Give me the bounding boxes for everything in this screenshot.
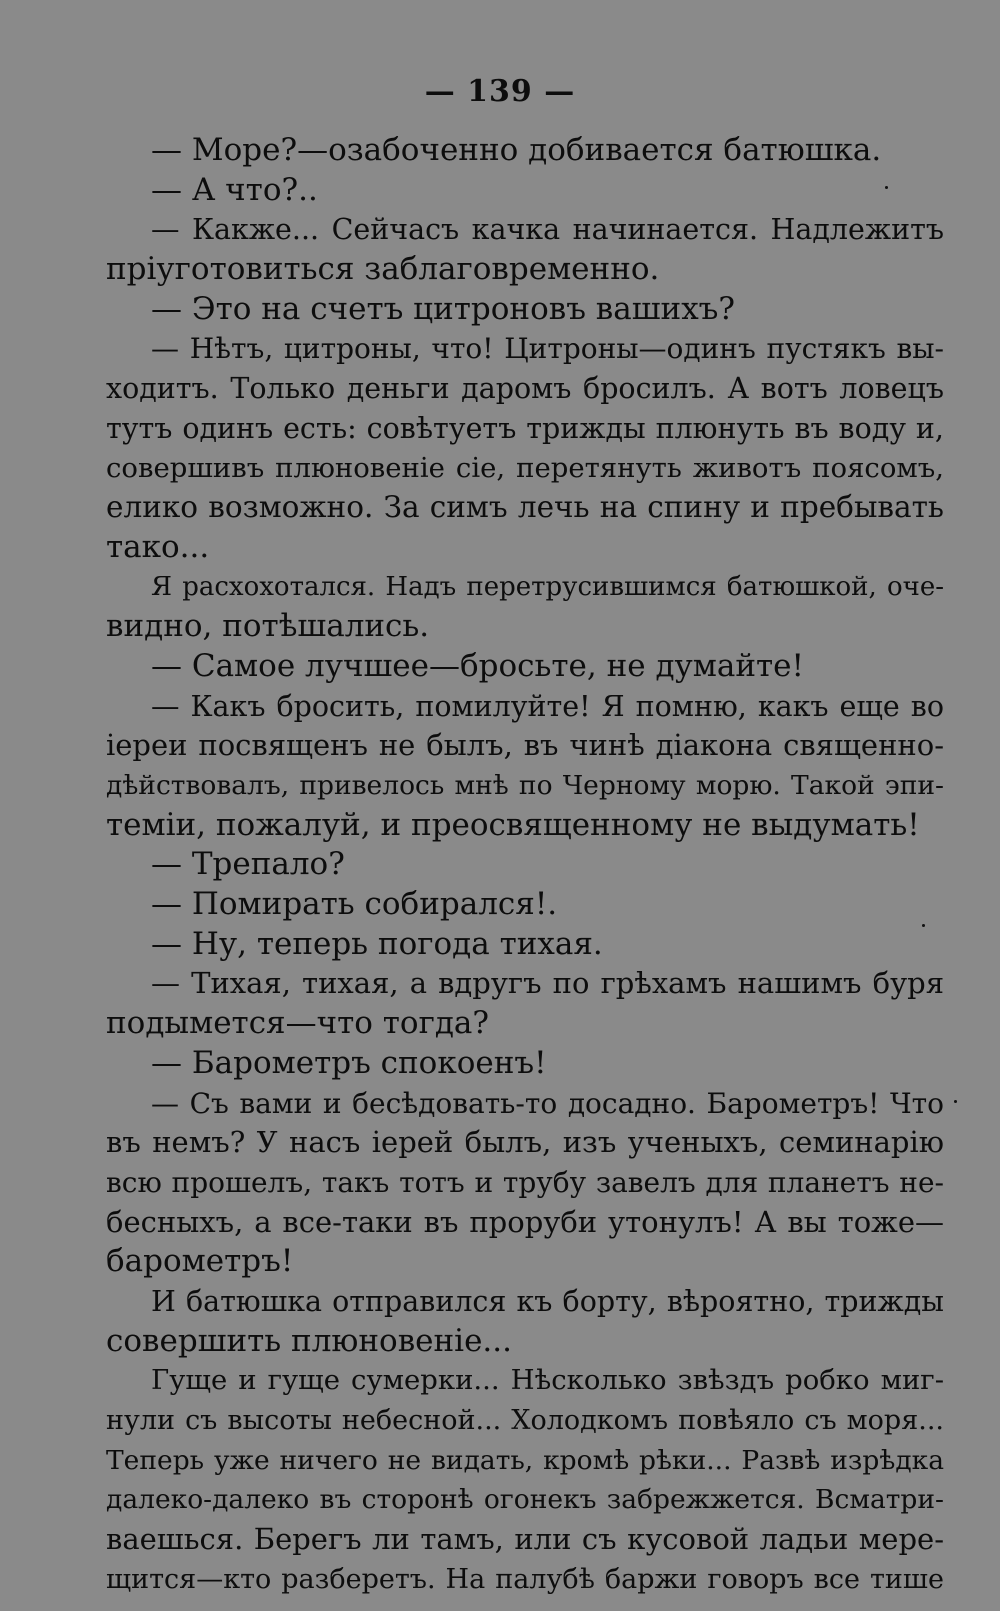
- text-line: бесныхъ, а все-таки въ проруби утонулъ! А вы тоже—: [106, 1204, 944, 1239]
- text-line: щится—кто разберетъ. На палубѣ баржи говоръ все тише: [106, 1563, 944, 1595]
- text-line: — Ну, теперь погода тихая.: [151, 925, 603, 962]
- text-line: теміи, пожалуй, и преосвященному не выдумать!: [106, 806, 920, 843]
- text-line: — Съ вами и бесѣдовать-то досадно. Барометръ! Что: [151, 1086, 944, 1120]
- text-line: дѣйствовалъ, привелось мнѣ по Черному морю. Такой эпи-: [106, 770, 944, 801]
- text-line: — Барометръ спокоенъ!: [151, 1044, 547, 1081]
- text-line: — Это на счетъ цитроновъ вашихъ?: [151, 290, 736, 327]
- text-line: — Тихая, тихая, а вдругъ по грѣхамъ нашимъ буря: [151, 966, 944, 1001]
- text-line: далеко-далеко въ сторонѣ огонекъ забрежжется. Всматри-: [106, 1484, 944, 1516]
- text-line: совершивъ плюновеніе сіе, перетянуть животъ поясомъ,: [106, 451, 944, 484]
- text-line: тако...: [106, 528, 210, 565]
- text-line: подымется—что тогда?: [106, 1005, 490, 1042]
- text-line: — Помирать собирался!.: [151, 886, 558, 923]
- page-number: — 139 —: [424, 74, 576, 109]
- text-line: Я расхохотался. Надъ перетрусившимся батюшкой, оче-: [151, 571, 944, 602]
- text-line: ваешься. Берегъ ли тамъ, или съ кусовой ладьи мере-: [106, 1522, 944, 1557]
- text-line: — Самое лучшее—бросьте, не думайте!: [151, 647, 804, 684]
- text-line: пріуготовиться заблаговременно.: [106, 251, 660, 288]
- print-speck: [885, 186, 888, 189]
- text-line: — Нѣтъ, цитроны, что! Цитроны—одинъ пустякъ вы-: [151, 332, 944, 366]
- text-line: ходитъ. Только деньги даромъ бросилъ. А вотъ ловецъ: [106, 372, 944, 406]
- text-line: видно, потѣшались.: [106, 608, 430, 645]
- text-line: въ немъ? У насъ іерей былъ, изъ ученыхъ, семинарію: [106, 1125, 944, 1160]
- text-line: И батюшка отправился къ борту, вѣроятно, трижды: [151, 1284, 944, 1318]
- text-line: тутъ одинъ есть: совѣтуетъ трижды плюнуть въ воду и,: [106, 411, 944, 445]
- text-line: совершить плюновеніе...: [106, 1322, 512, 1359]
- text-line: всю прошелъ, такъ тотъ и трубу завелъ для планетъ не-: [106, 1165, 944, 1199]
- print-speck: [954, 1100, 957, 1103]
- text-column: [106, 131, 944, 1599]
- text-line: — Какже... Сейчасъ качка начинается. Надлежитъ: [151, 213, 944, 247]
- text-line: — Трепало?: [151, 846, 345, 883]
- print-speck: [922, 924, 925, 927]
- text-line: Теперь уже ничего не видать, кромѣ рѣки... Развѣ изрѣдка: [106, 1444, 944, 1476]
- text-line: Гуще и гуще сумерки... Нѣсколько звѣздъ робко миг-: [151, 1364, 944, 1397]
- text-line: нули съ высоты небесной... Холодкомъ повѣяло съ моря...: [106, 1405, 944, 1436]
- text-line: елико возможно. За симъ лечь на спину и пребывать: [106, 490, 944, 525]
- text-line: іереи посвященъ не былъ, въ чинѣ діакона священно-: [106, 728, 944, 763]
- text-line: — Море?—озабоченно добивается батюшка.: [151, 132, 882, 168]
- text-line: — А что?..: [151, 171, 318, 208]
- text-line: барометръ!: [106, 1243, 294, 1280]
- text-line: — Какъ бросить, помилуйте! Я помню, какъ еще во: [151, 689, 944, 723]
